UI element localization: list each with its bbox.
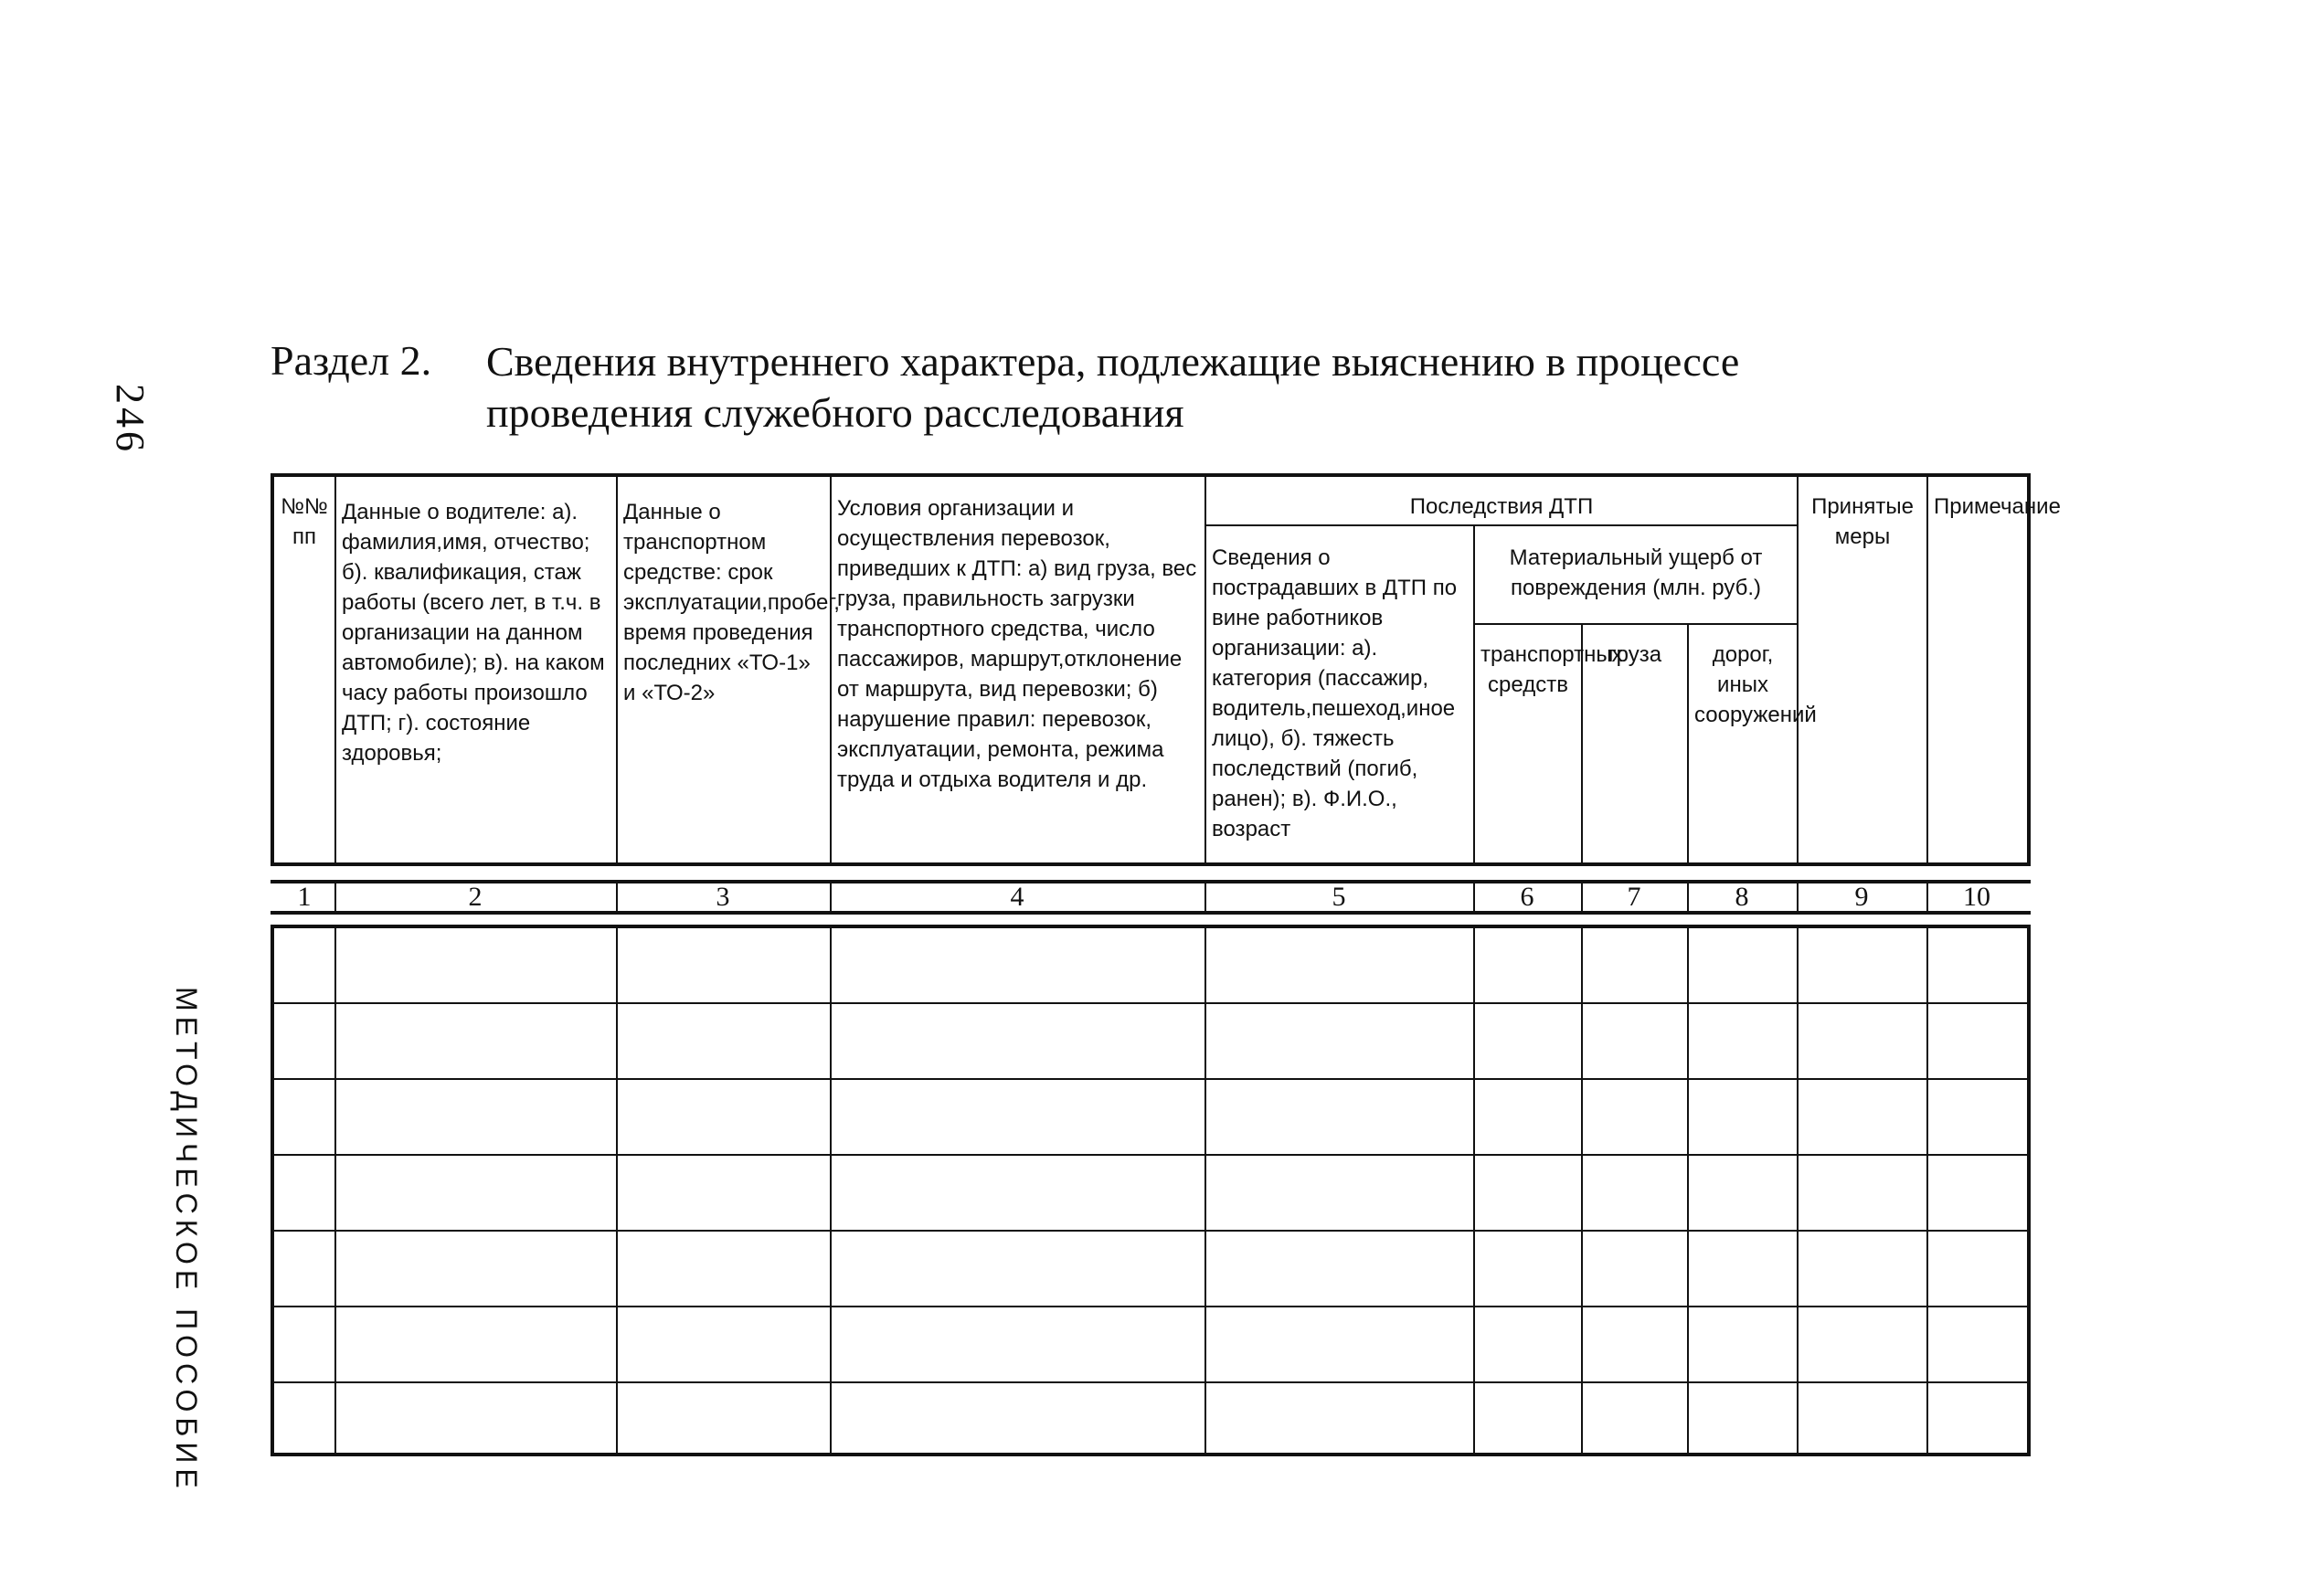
- book-title: МЕТОДИЧЕСКОЕ ПОСОБИЕ: [170, 987, 203, 1494]
- header-col-1: №№ пп: [281, 494, 328, 549]
- body-divider: [1581, 925, 1583, 1456]
- number-divider: [1473, 880, 1475, 915]
- table-row: [271, 1078, 2031, 1080]
- section-title: Сведения внутреннего характера, подлежащие выяснению в процессе проведения служебного расследования: [486, 338, 1740, 436]
- header-divider: [1926, 473, 1928, 866]
- header-col-2: Данные о водителе: а). фамилия,имя, отчество; б). квалификация, стаж работы (всего лет, в т.ч. в организации на данном автомобиле); в). на каком часу работы произошло ДТП; г). состояние здоровья;: [342, 500, 605, 766]
- body-divider: [616, 925, 618, 1456]
- header-col-5: Сведения о пострадавших в ДТП по вине работников организации: а). категория (пассажир, водитель,пешеход,иное лицо), б). тяжесть последствий (погиб, ранен); в). Ф.И.О., возраст: [1212, 545, 1458, 841]
- table-row: [271, 1154, 2031, 1156]
- body-divider: [334, 925, 336, 1456]
- column-number: 10: [1963, 882, 1990, 912]
- column-number: 6: [1520, 882, 1534, 912]
- body-divider: [1926, 925, 1928, 1456]
- number-divider: [1926, 880, 1928, 915]
- table-row: [271, 1002, 2031, 1004]
- number-divider: [616, 880, 618, 915]
- column-number: 4: [1010, 882, 1024, 912]
- column-number: 8: [1735, 882, 1749, 912]
- table-row: [271, 1381, 2031, 1383]
- page-number: 246: [108, 384, 153, 455]
- column-number: 9: [1854, 882, 1869, 912]
- number-divider: [1687, 880, 1689, 915]
- number-divider: [830, 880, 832, 915]
- header-col-6: транспортных средств: [1480, 642, 1623, 697]
- body-divider: [1204, 925, 1206, 1456]
- number-divider: [1581, 880, 1583, 915]
- number-divider: [1204, 880, 1206, 915]
- header-col-10: Примечание: [1934, 494, 2061, 519]
- table-row: [271, 1230, 2031, 1232]
- header-col-4: Условия организации и осуществления перевозок, приведших к ДТП: а) вид груза, вес груза, правильность загрузки транспортного средства, число пассажиров, маршрут,отклонение от маршрута, вид перевозки; б) нарушение правил: перевозок, эксплуатации, ремонта, режима труда и отдыха водителя и др.: [837, 496, 1197, 792]
- header-col-3: Данные о транспортном средстве: срок эксплуатации,пробег, время проведения последних «ТО-1» и «ТО-2»: [623, 500, 840, 705]
- column-number: 5: [1332, 882, 1346, 912]
- body-divider: [1797, 925, 1799, 1456]
- number-divider: [334, 880, 336, 915]
- column-number: 1: [297, 882, 312, 912]
- table-row: [271, 1306, 2031, 1307]
- header-col-9: Принятые меры: [1811, 494, 1914, 549]
- header-group-consequences: Последствия ДТП: [1409, 494, 1594, 519]
- header-group-damage: Материальный ущерб от повреждения (млн. руб.): [1509, 545, 1763, 600]
- body-divider: [1687, 925, 1689, 1456]
- column-number: 2: [468, 882, 483, 912]
- column-number: 7: [1627, 882, 1641, 912]
- column-number-row-cells: [271, 882, 2031, 913]
- header-divider: [1473, 623, 1797, 625]
- body-divider: [1473, 925, 1475, 1456]
- number-divider: [1797, 880, 1799, 915]
- body-divider: [830, 925, 832, 1456]
- data-table-body: [271, 925, 2031, 1456]
- header-col-8: дорог, иных сооружений: [1694, 642, 1817, 727]
- header-col-7: груза: [1608, 642, 1662, 667]
- column-number: 3: [716, 882, 730, 912]
- section-label: Раздел 2.: [271, 337, 432, 384]
